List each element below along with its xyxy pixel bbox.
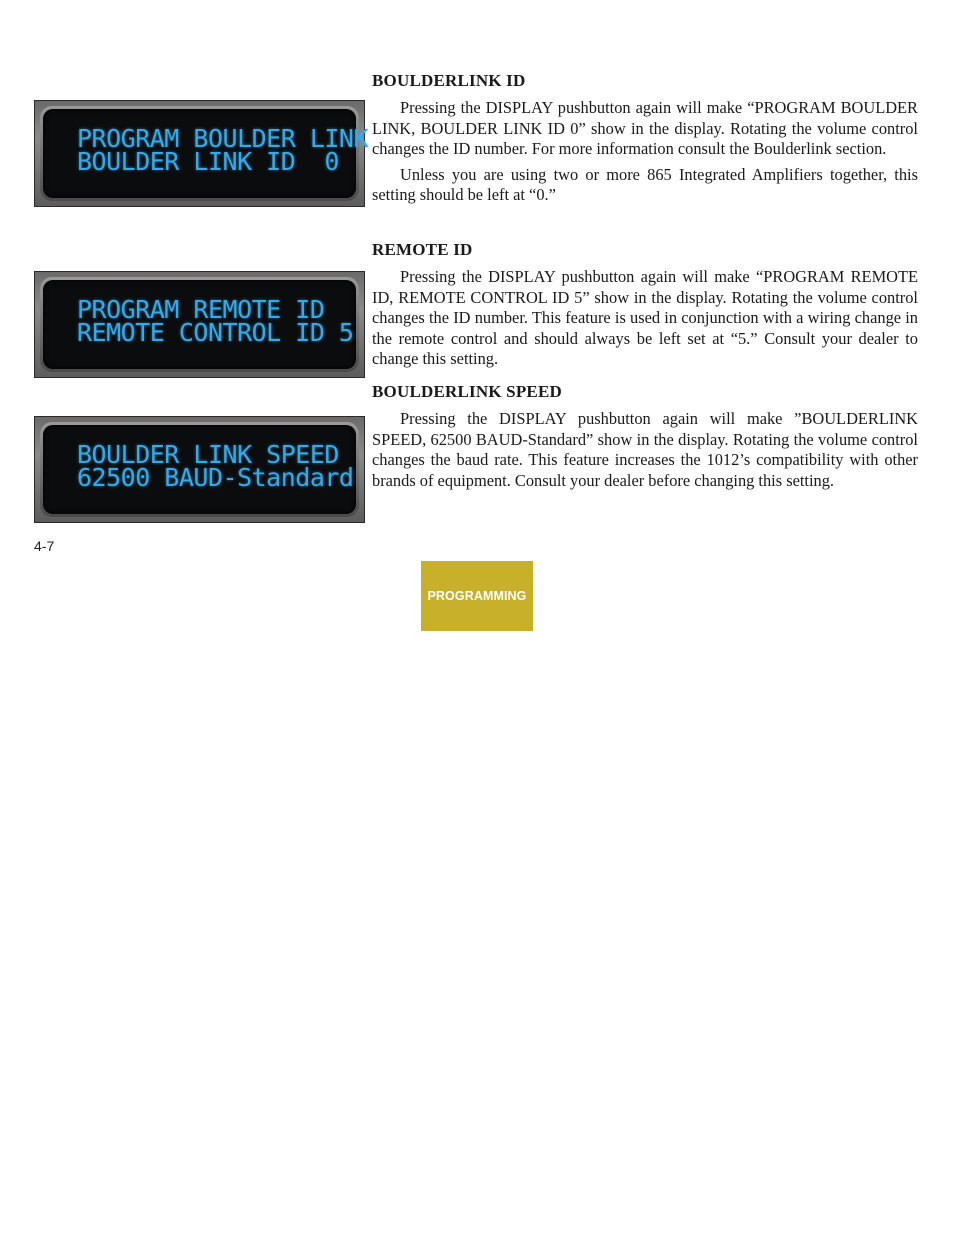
section-paragraph: Pressing the DISPLAY pushbutton again will make ”BOULDERLINK SPEED, 62500 BAUD-Standard” show in the display. Rotating the volume control changes the baud rate. This feature increases the 1012’s compatibility with other brands of equipment. Consult your dealer before changing this setting. (372, 409, 918, 490)
lcd-display-boulderlink-id (34, 100, 369, 207)
section-paragraph: Pressing the DISPLAY pushbutton again will make “PROGRAM REMOTE ID, REMOTE CONTROL ID 5” show in the display. Rotating the volume control changes the ID number. This feature is used in conjunction with a wiring change in the remote control and should always be left set at “5.” Consult your dealer to change this setting. (372, 267, 918, 369)
lcd-bezel (40, 106, 369, 201)
section-remote-id (372, 240, 918, 375)
section-heading: REMOTE ID (372, 240, 473, 259)
section-paragraph: Pressing the DISPLAY pushbutton again will make “PROGRAM BOULDER LINK, BOULDER LINK ID 0” show in the display. Rotating the volume control changes the ID number. For more information consult the Boulderlink section. (372, 98, 918, 159)
lcd-line-2: BOULDER LINK ID 0 (77, 147, 339, 176)
lcd-line-2: 62500 BAUD-Standard (77, 463, 354, 492)
lcd-line-1: PROGRAM REMOTE ID (77, 295, 325, 324)
section-boulderlink-speed (372, 382, 918, 496)
section-boulderlink-id (372, 71, 918, 211)
lcd-screen (43, 280, 356, 369)
page-number: 4-7 (34, 538, 55, 554)
section-paragraph: Unless you are using two or more 865 Integrated Amplifiers together, this setting should be left at “0.” (372, 164, 918, 205)
lcd-screen (43, 109, 369, 198)
section-heading: BOULDERLINK ID (372, 71, 526, 90)
lcd-display-boulderlink-speed (34, 416, 365, 523)
lcd-bezel (40, 277, 359, 372)
lcd-screen (43, 425, 356, 514)
chapter-tab (421, 561, 533, 631)
lcd-line-1: PROGRAM BOULDER LINK (77, 124, 369, 153)
lcd-display-remote-id (34, 271, 365, 378)
lcd-line-1: BOULDER LINK SPEED (77, 440, 339, 469)
chapter-tab-label: PROGRAMMING (427, 589, 527, 603)
lcd-line-2: REMOTE CONTROL ID 5 (77, 318, 354, 347)
section-heading: BOULDERLINK SPEED (372, 382, 562, 401)
lcd-bezel (40, 422, 359, 517)
